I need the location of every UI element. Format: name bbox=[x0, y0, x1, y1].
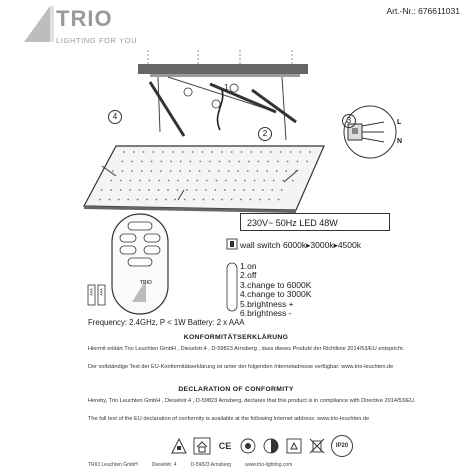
led-dot bbox=[167, 189, 169, 191]
footer-city: D-59823 Arnsberg bbox=[190, 462, 232, 468]
led-dot bbox=[221, 199, 223, 201]
remote-steps-list bbox=[240, 262, 311, 318]
battery-label-1: AAA bbox=[89, 288, 94, 296]
led-dot bbox=[174, 199, 176, 201]
battery-label-2: AAA bbox=[99, 288, 104, 296]
terminal-label-n: N bbox=[397, 138, 403, 145]
led-dot bbox=[244, 180, 246, 182]
house-icon bbox=[193, 437, 211, 455]
led-dot bbox=[156, 199, 158, 201]
led-dot bbox=[120, 189, 122, 191]
led-dot bbox=[240, 199, 242, 201]
led-dot bbox=[179, 170, 181, 172]
conformity-text-de-1: Hiermit erklärt Trio Leuchten GmbH , Dieselstr.4 , D-59823 Arnsberg , dass dieses Produkt der Richtlinie 2014/53/EU entspricht. bbox=[88, 346, 405, 352]
led-dot bbox=[258, 161, 260, 163]
led-dot bbox=[110, 180, 112, 182]
led-dot bbox=[184, 199, 186, 201]
conformity-title-en: DECLARATION OF CONFORMITY bbox=[178, 386, 294, 393]
step-brightness-down: 6.brightness - bbox=[240, 308, 292, 319]
led-dot bbox=[158, 189, 160, 191]
led-dot bbox=[257, 170, 259, 172]
footer-street: Dieselstr. 4 bbox=[151, 462, 177, 468]
led-dot bbox=[251, 151, 253, 153]
led-dot bbox=[199, 170, 201, 172]
article-number: Art.-Nr.: 676611031 bbox=[386, 6, 460, 16]
no-waste-bin-icon bbox=[308, 437, 326, 455]
remote-frequency-info: Frequency: 2.4GHz, P < 1W Battery: 2 x AAA bbox=[88, 318, 245, 327]
led-dot bbox=[203, 199, 205, 201]
led-dot bbox=[273, 180, 275, 182]
led-icon bbox=[239, 437, 257, 455]
led-dot bbox=[123, 151, 125, 153]
step-3000k: 4.change to 3000K bbox=[240, 289, 312, 300]
led-dot bbox=[127, 199, 129, 201]
led-dot bbox=[276, 170, 278, 172]
led-dot bbox=[266, 170, 268, 172]
led-dot bbox=[225, 180, 227, 182]
led-dot bbox=[208, 170, 210, 172]
brand-name: TRIO bbox=[56, 6, 113, 31]
conformity-text-en-2: The full text of the EU declaration of conformity is available at the following internet address: www.trio-leuchten.de bbox=[88, 416, 370, 422]
led-dot bbox=[180, 161, 182, 163]
led-dot bbox=[235, 180, 237, 182]
led-dot bbox=[243, 189, 245, 191]
led-dot bbox=[143, 151, 145, 153]
led-dot bbox=[224, 189, 226, 191]
step-6000k: 3.change to 6000K bbox=[240, 279, 312, 290]
installation-diagram bbox=[0, 50, 472, 215]
led-dot bbox=[196, 189, 198, 191]
led-dot bbox=[292, 180, 294, 182]
led-dot bbox=[170, 170, 172, 172]
led-dot bbox=[211, 151, 213, 153]
ip20-badge: IP20 bbox=[331, 435, 353, 457]
led-dot bbox=[267, 161, 269, 163]
led-dot bbox=[192, 151, 194, 153]
led-dot bbox=[260, 151, 262, 153]
led-dot bbox=[254, 180, 256, 182]
wall-switch-sequence: wall switch 6000k▸3000k▸4500k bbox=[240, 240, 361, 250]
led-dot bbox=[219, 161, 221, 163]
callout-3: 3 bbox=[342, 114, 356, 128]
terminal-label-l: L bbox=[397, 119, 402, 126]
callout-1: 1 bbox=[224, 83, 229, 92]
led-dot bbox=[141, 170, 143, 172]
led-dot bbox=[231, 151, 233, 153]
led-dot bbox=[151, 170, 153, 172]
led-dot bbox=[202, 151, 204, 153]
led-dot bbox=[221, 151, 223, 153]
led-dot bbox=[281, 189, 283, 191]
class-ii-icon bbox=[170, 437, 188, 455]
led-dot bbox=[131, 161, 133, 163]
led-dot bbox=[231, 199, 233, 201]
led-dot bbox=[196, 180, 198, 182]
led-dot bbox=[109, 199, 111, 201]
led-dot bbox=[270, 151, 272, 153]
led-dot bbox=[172, 151, 174, 153]
led-dot bbox=[131, 170, 133, 172]
conformity-text-en-1: Hereby, Trio Leuchten GmbH , Dieselstr.4 , D-59823 Arnsberg, declares that this product is in compliance with Directive 2014/53/EU. bbox=[88, 398, 416, 404]
led-dot bbox=[300, 151, 302, 153]
led-dot bbox=[238, 161, 240, 163]
led-dot bbox=[189, 170, 191, 172]
dimmable-icon bbox=[262, 437, 280, 455]
remote-logo-text: TRIO bbox=[140, 280, 152, 286]
led-dot bbox=[199, 161, 201, 163]
recycling-icon bbox=[285, 437, 303, 455]
led-dot bbox=[285, 170, 287, 172]
led-dot bbox=[168, 180, 170, 182]
led-dot bbox=[252, 189, 254, 191]
led-dot bbox=[297, 161, 299, 163]
led-dot bbox=[158, 180, 160, 182]
led-dot bbox=[148, 189, 150, 191]
step-on: 1.on bbox=[240, 261, 257, 271]
led-dot bbox=[153, 151, 155, 153]
led-dot bbox=[101, 189, 103, 191]
led-dot bbox=[139, 189, 141, 191]
led-dot bbox=[118, 199, 120, 201]
led-dot bbox=[205, 189, 207, 191]
led-dot bbox=[306, 161, 308, 163]
led-dot bbox=[278, 199, 280, 201]
led-dot bbox=[186, 189, 188, 191]
led-dot bbox=[170, 161, 172, 163]
led-dot bbox=[218, 170, 220, 172]
brand-tagline: LIGHTING FOR YOU bbox=[56, 36, 138, 45]
led-dot bbox=[177, 189, 179, 191]
led-dot bbox=[122, 161, 124, 163]
led-dot bbox=[237, 170, 239, 172]
step-off: 2.off bbox=[240, 270, 257, 281]
led-dot bbox=[162, 151, 164, 153]
led-dot bbox=[139, 180, 141, 182]
step-brightness-up: 5.brightness + bbox=[240, 298, 294, 309]
footer bbox=[88, 462, 398, 468]
led-dot bbox=[141, 161, 143, 163]
led-dot bbox=[146, 199, 148, 201]
led-dot bbox=[165, 199, 167, 201]
power-spec: 230V~ 50Hz LED 48W bbox=[240, 213, 390, 231]
conformity-title-de: KONFORMITÄTSERKLÄRUNG bbox=[183, 334, 289, 341]
led-dot bbox=[182, 151, 184, 153]
led-dot bbox=[160, 170, 162, 172]
led-dot bbox=[193, 199, 195, 201]
led-dot bbox=[177, 180, 179, 182]
led-dot bbox=[282, 180, 284, 182]
led-dot bbox=[228, 161, 230, 163]
footer-company: TRIO Leuchten GmbH bbox=[88, 462, 138, 468]
led-dot bbox=[112, 170, 114, 172]
led-dot bbox=[228, 170, 230, 172]
led-dot bbox=[212, 199, 214, 201]
led-dot bbox=[287, 161, 289, 163]
led-dot bbox=[262, 189, 264, 191]
led-dot bbox=[309, 151, 311, 153]
ce-mark: CE bbox=[218, 441, 232, 451]
led-dot bbox=[271, 189, 273, 191]
led-dot bbox=[233, 189, 235, 191]
led-dot bbox=[99, 199, 101, 201]
led-dot bbox=[216, 180, 218, 182]
led-dot bbox=[122, 170, 124, 172]
led-dot bbox=[133, 151, 135, 153]
led-dot bbox=[110, 189, 112, 191]
led-dot bbox=[290, 151, 292, 153]
remote-mini-icon bbox=[226, 262, 238, 312]
callout-4: 4 bbox=[108, 110, 122, 124]
conformity-text-de-2: Der vollständige Text der EU-Konformitätserklärung ist unter der folgenden Internetadresse verfügbar: www.trio-leuchten.de bbox=[88, 364, 394, 370]
led-dot bbox=[280, 151, 282, 153]
led-dot bbox=[120, 180, 122, 182]
led-dot bbox=[187, 180, 189, 182]
callout-2: 2 bbox=[258, 127, 272, 141]
led-dot bbox=[248, 161, 250, 163]
led-dot bbox=[206, 180, 208, 182]
remote-control-icon bbox=[110, 212, 170, 316]
led-dot bbox=[259, 199, 261, 201]
trio-logo-icon bbox=[20, 2, 56, 46]
led-dot bbox=[190, 161, 192, 163]
led-dot bbox=[129, 189, 131, 191]
led-dot bbox=[241, 151, 243, 153]
led-dot bbox=[149, 180, 151, 182]
led-dot bbox=[277, 161, 279, 163]
led-dot bbox=[137, 199, 139, 201]
led-dot bbox=[250, 199, 252, 201]
footer-web: www.trio-lighting.com bbox=[245, 462, 293, 468]
led-dot bbox=[209, 161, 211, 163]
wall-switch-icon bbox=[226, 238, 238, 250]
led-dot bbox=[268, 199, 270, 201]
led-dot bbox=[215, 189, 217, 191]
led-dot bbox=[160, 161, 162, 163]
led-dot bbox=[151, 161, 153, 163]
led-dot bbox=[263, 180, 265, 182]
led-dot bbox=[247, 170, 249, 172]
certification-icons bbox=[170, 435, 353, 457]
led-dot bbox=[129, 180, 131, 182]
